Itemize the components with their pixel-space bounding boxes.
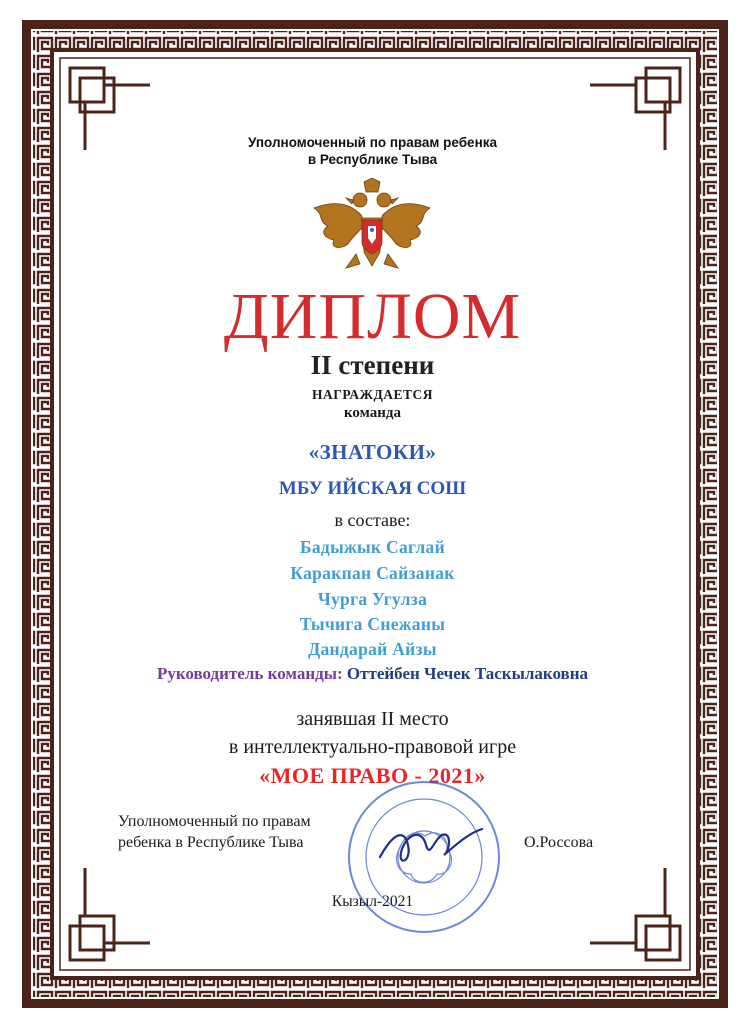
issuer-line-1: Уполномоченный по правам ребенка bbox=[248, 135, 497, 150]
team-name: «ЗНАТОКИ» bbox=[308, 440, 437, 464]
team-member: Чурга Угулза bbox=[317, 589, 428, 609]
corner-ornament-bottom-left bbox=[70, 868, 150, 960]
event-text: в интеллектуально-правовой игре bbox=[228, 736, 517, 758]
team-leader bbox=[0, 664, 745, 684]
leader-label: Руководитель команды: bbox=[156, 664, 343, 683]
signatory-position-line-2: ребенка в Республике Тыва bbox=[118, 834, 304, 851]
issuer-line-2: в Республике Тыва bbox=[307, 152, 438, 167]
team-member: Дандарай Айзы bbox=[308, 639, 437, 659]
signatory-position bbox=[118, 811, 311, 853]
team-member: Тычига Снежаны bbox=[299, 614, 446, 634]
city-year: Кызыл-2021 bbox=[331, 893, 414, 910]
leader-name: Оттейбен Чечек Таскылаковна bbox=[346, 664, 589, 683]
diploma-degree: II степени bbox=[310, 350, 435, 380]
composition-label: в составе: bbox=[334, 510, 411, 530]
place-text: занявшая II место bbox=[296, 708, 449, 730]
double-headed-eagle-emblem bbox=[310, 178, 434, 278]
signatory-name: О.Россова bbox=[524, 834, 594, 851]
team-member: Каракпан Сайзанак bbox=[290, 563, 455, 583]
signatory-position-line-1: Уполномоченный по правам bbox=[118, 813, 311, 830]
handwritten-signature bbox=[372, 815, 492, 875]
team-word: команда bbox=[343, 405, 401, 421]
diploma-title: ДИПЛОМ bbox=[223, 280, 522, 353]
team-member: Бадыжык Саглай bbox=[300, 537, 445, 557]
corner-ornament-bottom-right bbox=[590, 868, 680, 960]
contest-name: «МОЕ ПРАВО - 2021» bbox=[259, 763, 486, 788]
awarded-label: НАГРАЖДАЕТСЯ bbox=[311, 387, 433, 402]
school-name: МБУ ИЙСКАЯ СОШ bbox=[278, 478, 467, 499]
